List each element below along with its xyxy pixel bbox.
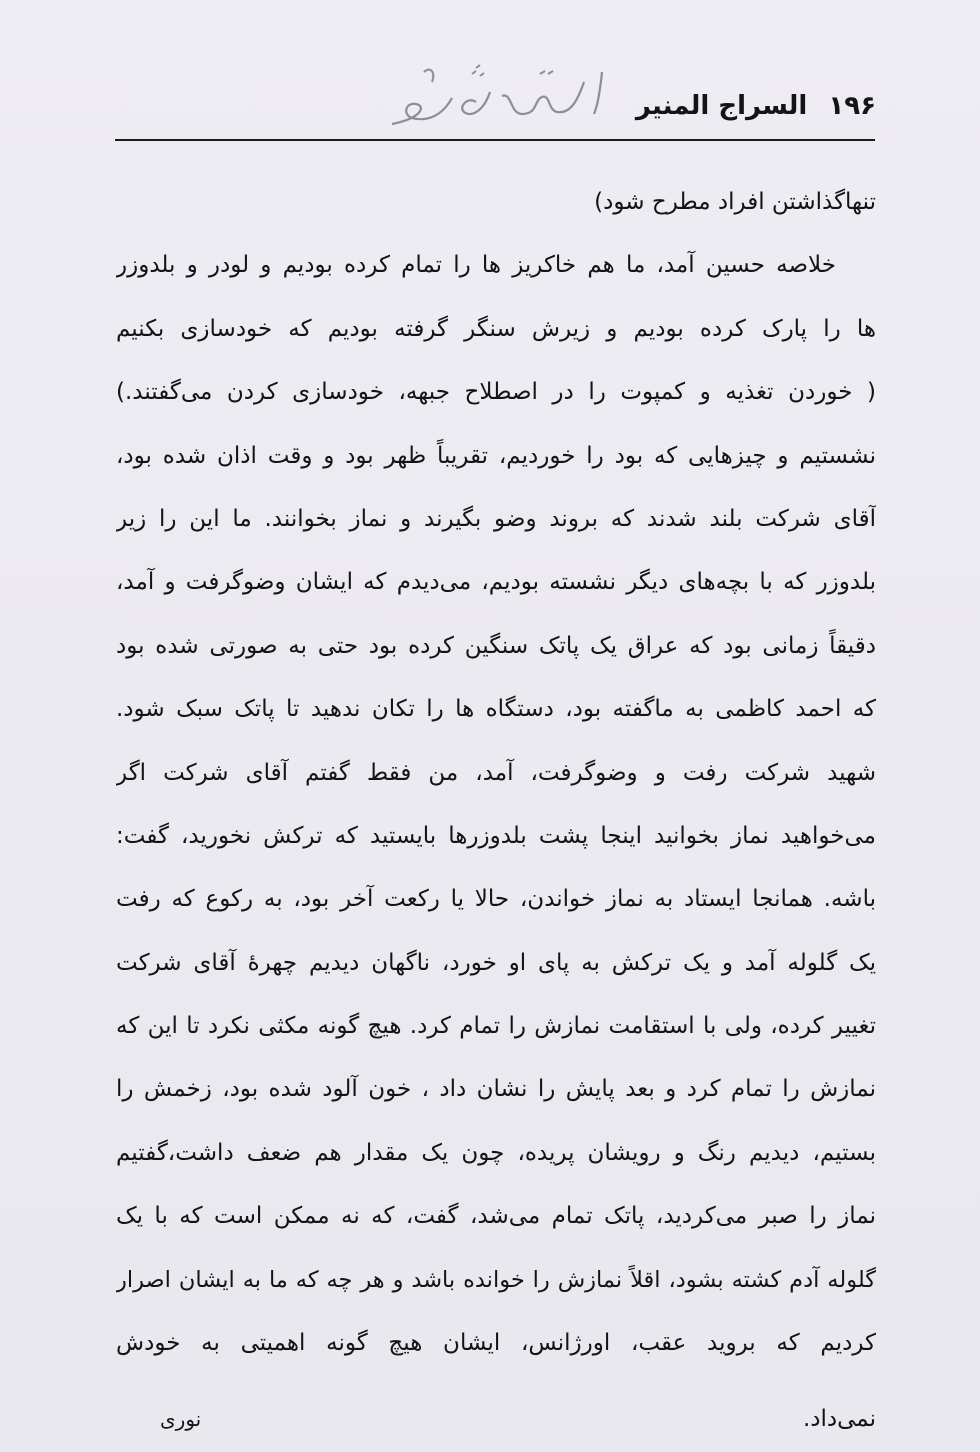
body-text: [116, 171, 876, 1375]
text-line: نماز را صبر می‌کردید، پاتک تمام می‌شد، گفت، که نه ممکن است که با یک: [116, 1203, 876, 1230]
text-line: یک گلوله آمد و یک ترکش به پای او خورد، ناگهان دیدیم چهرهٔ آقای شرکت: [116, 949, 876, 976]
text-line: خلاصه حسین آمد، ما هم خاکریز ها را تمام کرده بودیم و لودر و بلدوزر: [116, 252, 836, 279]
text-line: می‌خواهید نماز بخوانید اینجا پشت بلدوزرها بایستید که ترکش نخورید، گفت:: [116, 822, 876, 849]
text-line: گلوله آدم کشته بشود، اقلاً نمازش را خوانده باشد و هر چه که ما به ایشان اصرار: [116, 1266, 876, 1293]
handwritten-scribble-icon: [372, 52, 622, 142]
text-line: دقیقاً زمانی بود که عراق یک پاتک سنگین کرده بود حتی به صورتی شده بود: [116, 632, 876, 659]
text-line: تنهاگذاشتن افراد مطرح شود): [594, 189, 876, 215]
text-line: نمازش را تمام کرد و بعد پایش را نشان داد ، خون آلود شده بود، زخمش را: [116, 1076, 876, 1103]
text-line: نشستیم و چیزهایی که بود را خوردیم، تقریباً ظهر بود و وقت اذان شده بود،: [116, 442, 876, 469]
text-line: بستیم، دیدیم رنگ و رویشان پریده، چون یک مقدار هم ضعف داشت،گفتیم: [116, 1139, 876, 1166]
text-line: ها را پارک کرده بودیم و زیرش سنگر گرفته بودیم که خودسازی بکنیم: [116, 315, 876, 342]
page-header: [636, 86, 876, 126]
final-text-line: نمی‌داد.: [802, 1406, 876, 1432]
header-rule: [115, 139, 875, 141]
text-line: شهید شرکت رفت و وضوگرفت، آمد، من فقط گفتم آقای شرکت اگر: [116, 759, 876, 786]
book-title: السراج المنیر: [635, 91, 808, 121]
text-line: باشه. همانجا ایستاد به نماز خواندن، حالا یا رکعت آخر بود، به رکوع که رفت: [116, 886, 876, 913]
author-name: نوری: [160, 1407, 202, 1431]
text-line: کردیم که بروید عقب، اورژانس، ایشان هیچ گونه اهمیتی به خودش: [116, 1330, 876, 1357]
text-line: بلدوزر که با بچه‌های دیگر نشسته بودیم، می‌دیدم که ایشان وضوگرفت و آمد،: [116, 569, 876, 596]
page-number: ۱۹۶: [828, 91, 876, 121]
text-line: آقای شرکت بلند شدند که بروند وضو بگیرند و نماز بخوانند. ما این را زیر: [116, 505, 876, 532]
handwritten-annotation: [372, 52, 622, 142]
text-line: ( خوردن تغذیه و کمپوت را در اصطلاح جبهه، خودسازی کردن می‌گفتند.): [116, 379, 876, 406]
text-line: که احمد کاظمی به ماگفته بود، دستگاه ها را تکان ندهید تا پاتک سبک شود.: [116, 696, 876, 723]
text-line: تغییر کرده، ولی با استقامت نمازش را تمام کرد. هیچ گونه مکثی نکرد تا این که: [116, 1013, 876, 1040]
